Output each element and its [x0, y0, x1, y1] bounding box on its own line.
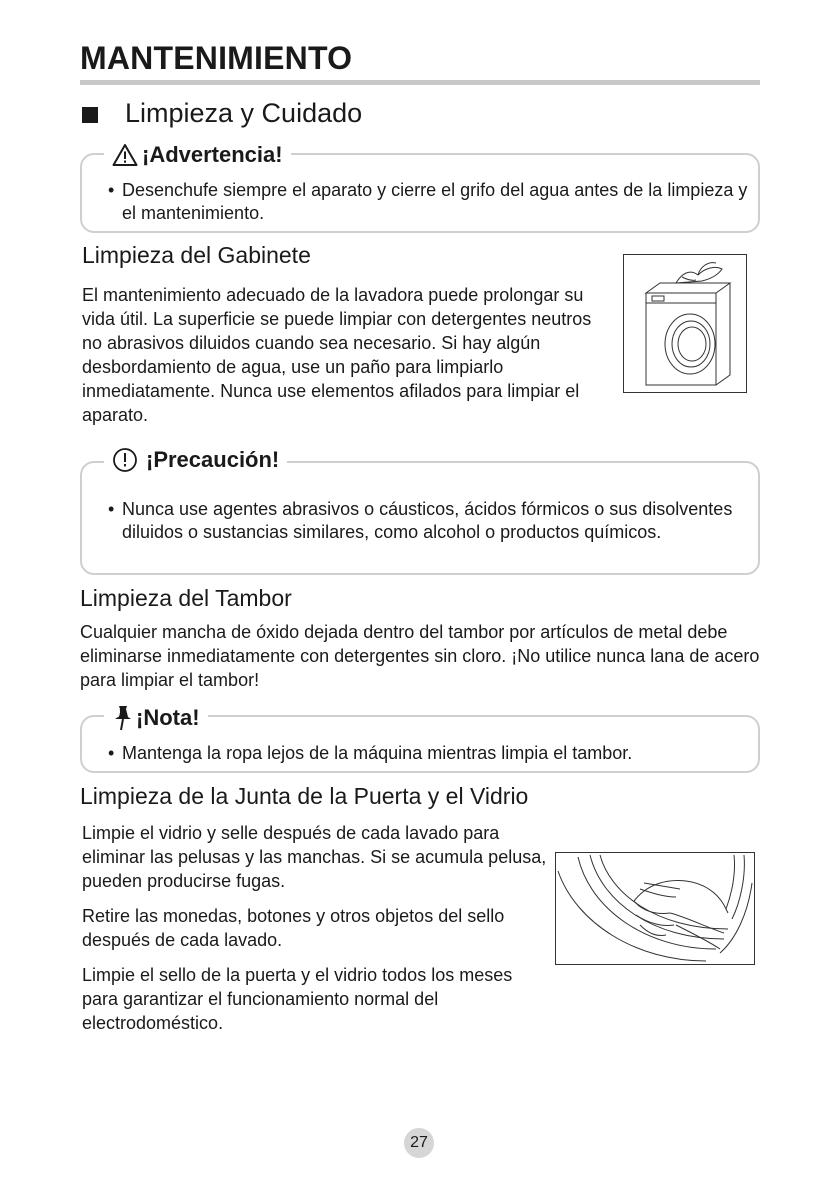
door-paragraph-2: Retire las monedas, botones y otros objetos del sello después de cada lavado. — [82, 906, 505, 950]
drum-text: Cualquier mancha de óxido dejada dentro del tambor por artículos de metal debe eliminarse inmediatamente con detergentes sin cloro. ¡No utilice nunca lana de acero para limpiar el tambor! — [80, 622, 760, 690]
cabinet-heading: Limpieza del Gabinete — [82, 242, 311, 268]
washer-wiping-illustration — [623, 254, 747, 393]
drum-heading: Limpieza del Tambor — [80, 585, 292, 611]
warning-triangle-icon — [112, 143, 138, 167]
door-paragraph-3: Limpie el sello de la puerta y el vidrio todos los meses para garantizar el funcionamiento normal del electrodoméstico. — [82, 965, 513, 1033]
washing-machine-icon — [624, 255, 745, 391]
caution-item: • Nunca use agentes abrasivos o cáusticos, ácidos fórmicos o sus disolventes diluidos o sustancias similares, como alcohol o productos químicos. — [108, 498, 748, 544]
exclamation-circle-icon — [112, 447, 138, 473]
door-seal-cleaning-illustration — [555, 852, 755, 965]
cabinet-text: El mantenimiento adecuado de la lavadora puede prolongar su vida útil. La superficie se puede limpiar con detergentes neutros no abrasivos diluidos cuando sea necesario. Si hay algún desbordamiento de agua, use un paño para limpiarlo inmediatamente. Nunca use elementos afilados para limpiar el aparato. — [82, 285, 592, 425]
pushpin-icon — [112, 704, 134, 732]
caution-label — [104, 446, 287, 474]
note-label — [104, 704, 208, 732]
caution-box — [80, 461, 760, 575]
hand-wiping-door-seal-icon — [556, 853, 753, 963]
door-heading: Limpieza de la Junta de la Puerta y el Vidrio — [80, 783, 529, 809]
note-item: • Mantenga la ropa lejos de la máquina mientras limpia el tambor. — [108, 742, 748, 765]
title-divider — [80, 80, 760, 85]
section-title: Limpieza y Cuidado — [125, 98, 363, 128]
caution-label-text: ¡Precaución! — [146, 447, 280, 472]
note-label-text: ¡Nota! — [136, 705, 200, 730]
page-number: 27 — [404, 1128, 434, 1158]
door-paragraph-1: Limpie el vidrio y selle después de cada lavado para eliminar las pelusas y las manchas. Si se acumula pelusa, pueden producirse fugas. — [82, 823, 547, 891]
warning-label — [104, 141, 291, 169]
square-bullet-icon — [82, 107, 98, 123]
page-title: MANTENIMIENTO — [80, 40, 353, 76]
warning-item: • Desenchufe siempre el aparato y cierre el grifo del agua antes de la limpieza y el mantenimiento. — [108, 179, 748, 225]
warning-label-text: ¡Advertencia! — [142, 142, 283, 167]
